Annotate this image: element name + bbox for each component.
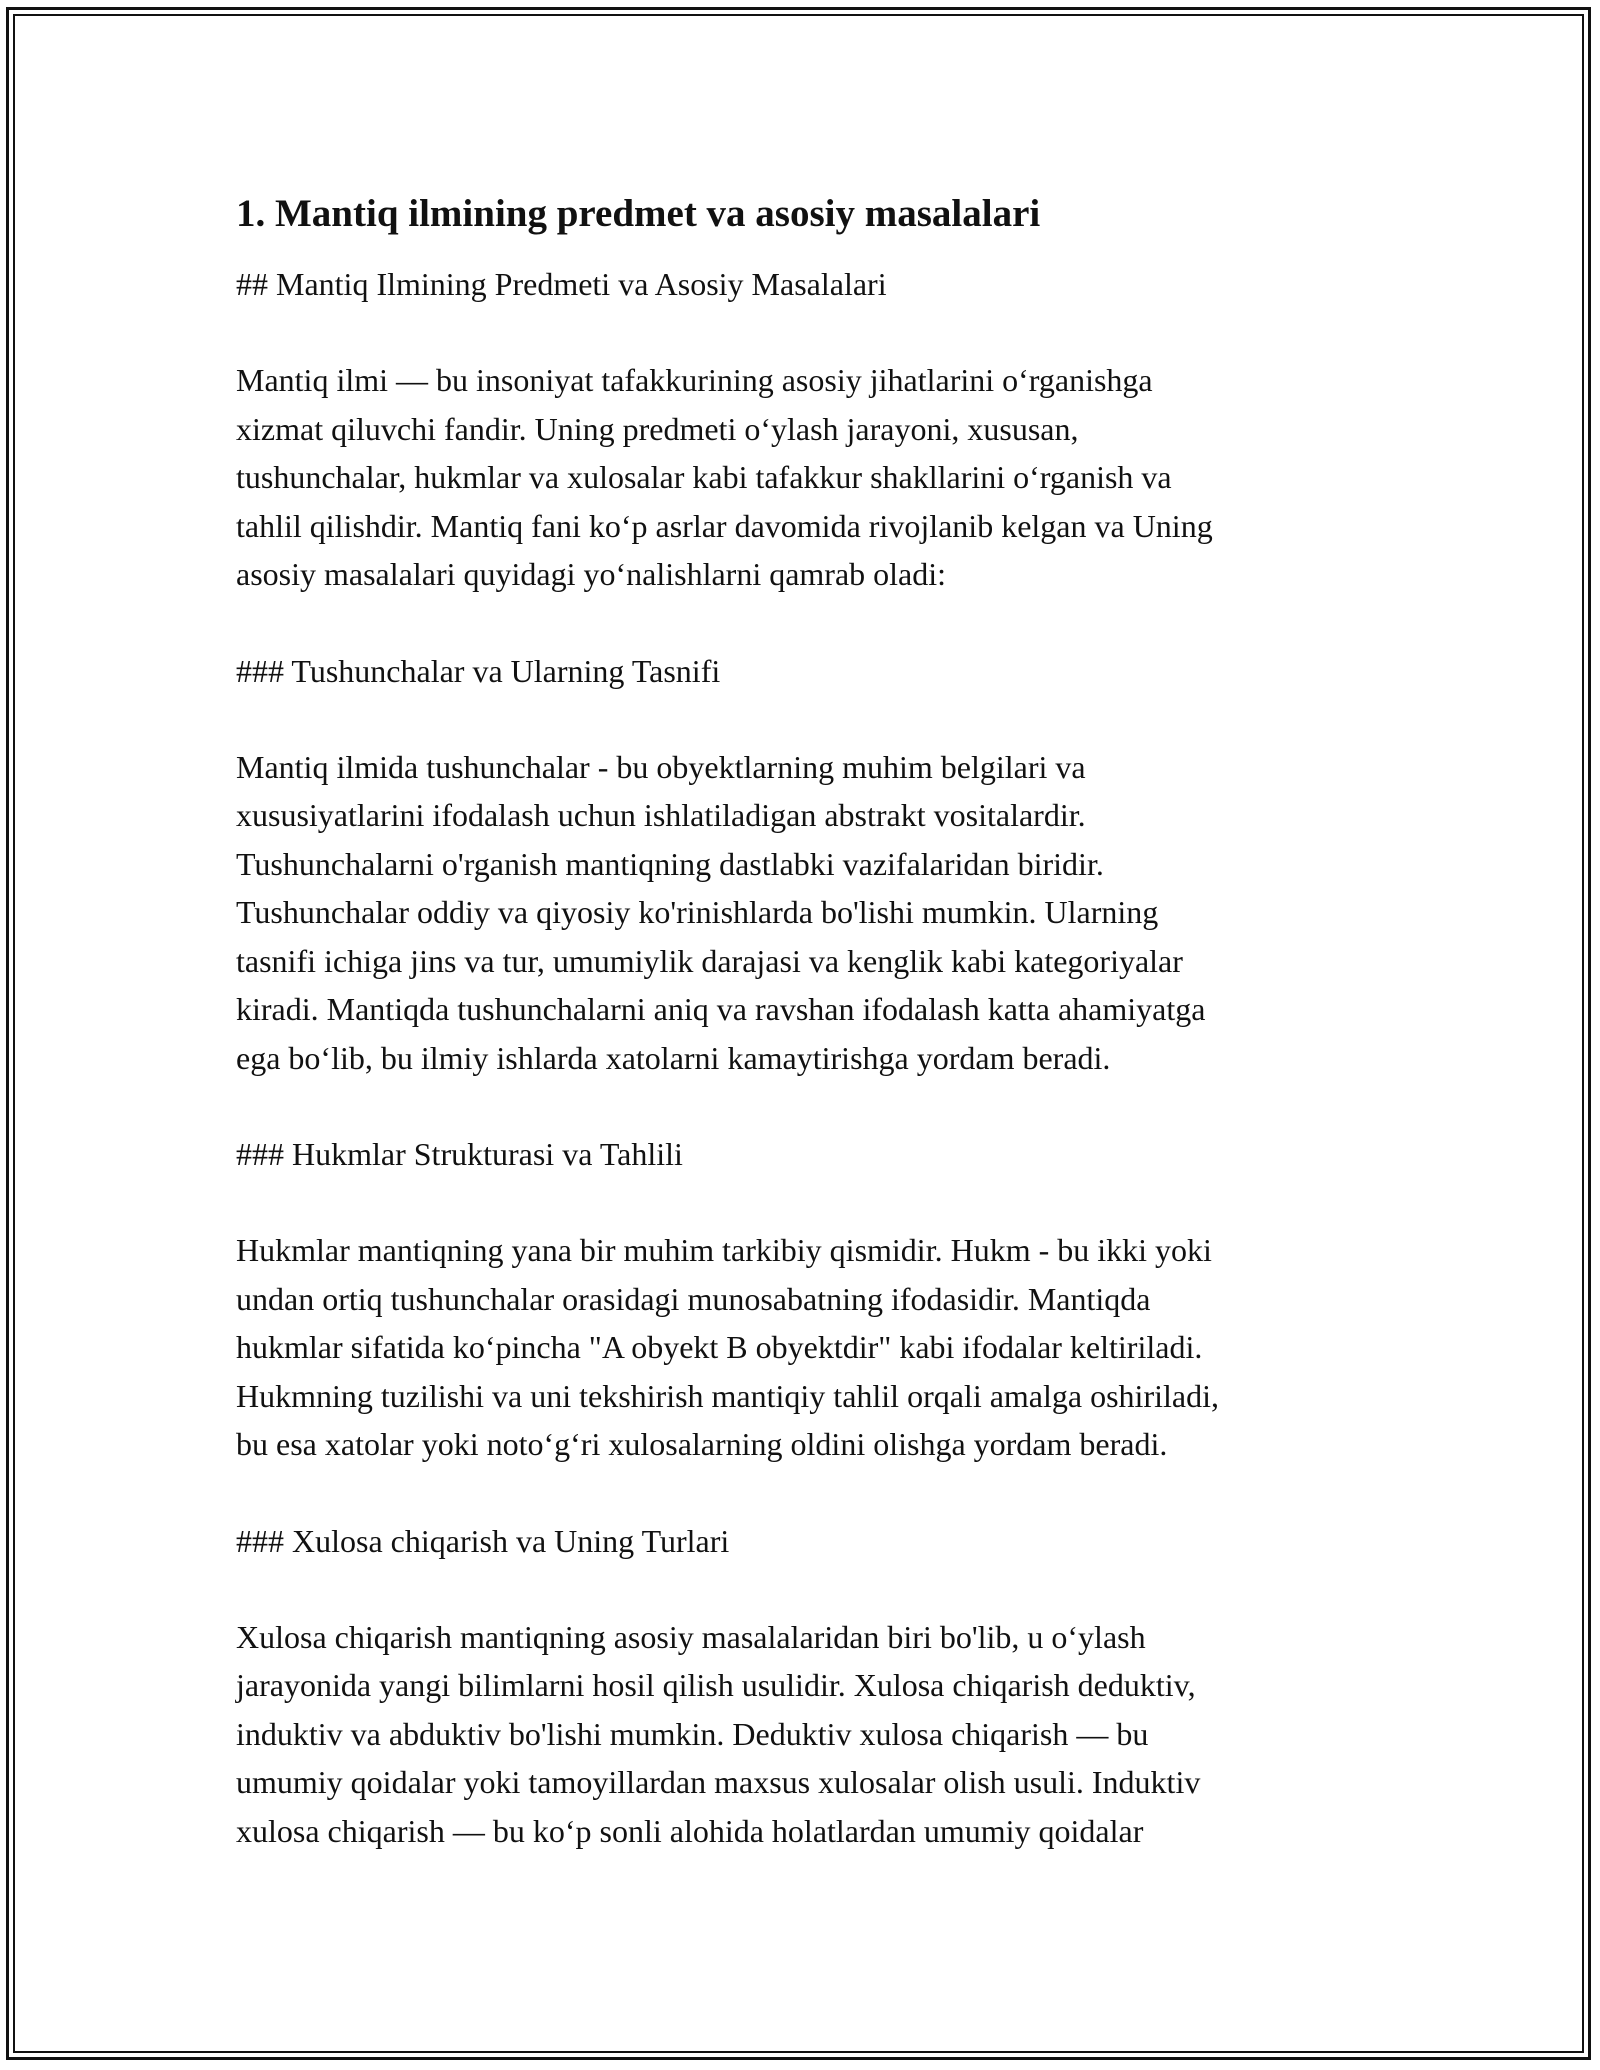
- intro-paragraph: [236, 356, 1376, 599]
- text-line: xususiyatlarini ifodalash uchun ishlatiladigan abstrakt vositalardir.: [236, 797, 1086, 833]
- text-line: induktiv va abduktiv bo'lishi mumkin. Deduktiv xulosa chiqarish — bu: [236, 1715, 1149, 1752]
- section-paragraph-xulosa: [236, 1613, 1376, 1856]
- section-heading-tushunchalar: ### Tushunchalar va Ularning Tasnifi: [236, 652, 721, 689]
- section-paragraph-hukmlar: [236, 1226, 1376, 1469]
- spacer: [236, 599, 1376, 647]
- spacer: [236, 1178, 1376, 1226]
- text-line: hukmlar sifatida koʻpincha "A obyekt B obyektdir" kabi ifodalar keltiriladi.: [236, 1329, 1203, 1365]
- text-line: Mantiq ilmida tushunchalar - bu obyektlarning muhim belgilari va: [236, 748, 1086, 785]
- spacer: [236, 1082, 1376, 1130]
- section-paragraph-tushunchalar: [236, 743, 1376, 1083]
- section-heading-hukmlar: ### Hukmlar Strukturasi va Tahlili: [236, 1136, 683, 1172]
- text-line: undan ortiq tushunchalar orasidagi munosabatning ifodasidir. Mantiqda: [236, 1280, 1151, 1317]
- text-line: tushunchalar, hukmlar va xulosalar kabi tafakkur shakllarini oʻrganish va: [236, 459, 1172, 495]
- spacer: [236, 1565, 1376, 1613]
- document-title: 1. Mantiq ilmining predmet va asosiy masalalari: [236, 192, 1041, 235]
- document-subtitle: ## Mantiq Ilmining Predmeti va Asosiy Masalalari: [236, 266, 887, 302]
- text-line: xizmat qiluvchi fandir. Uning predmeti oʻylash jarayoni, xususan,: [236, 410, 1079, 447]
- text-line: Hukmning tuzilishi va uni tekshirish mantiqiy tahlil orqali amalga oshiriladi,: [236, 1377, 1219, 1414]
- text-line: bu esa xatolar yoki notoʻgʻri xulosalarning oldini olishga yordam beradi.: [236, 1426, 1168, 1462]
- text-line: Tushunchalarni o'rganish mantiqning dastlabki vazifalaridan biridir.: [236, 845, 1104, 882]
- text-line: Xulosa chiqarish mantiqning asosiy masalalaridan biri bo'lib, u oʻylash: [236, 1618, 1146, 1655]
- section-heading-xulosa: ### Xulosa chiqarish va Uning Turlari: [236, 1522, 730, 1559]
- spacer: [236, 1469, 1376, 1517]
- text-line: Mantiq ilmi — bu insoniyat tafakkurining asosiy jihatlarini oʻrganishga: [236, 362, 1153, 398]
- text-line: asosiy masalalari quyidagi yoʻnalishlarni qamrab oladi:: [236, 556, 947, 592]
- text-line: kiradi. Mantiqda tushunchalarni aniq va ravshan ifodalash katta ahamiyatga: [236, 991, 1206, 1027]
- document-body: [236, 188, 1376, 1855]
- text-line: xulosa chiqarish — bu koʻp sonli alohida holatlardan umumiy qoidalar: [236, 1812, 1144, 1849]
- text-line: umumiy qoidalar yoki tamoyillardan maxsus xulosalar olish usuli. Induktiv: [236, 1764, 1201, 1800]
- text-line: tahlil qilishdir. Mantiq fani koʻp asrlar davomida rivojlanib kelgan va Uning: [236, 507, 1213, 544]
- spacer: [236, 308, 1376, 356]
- text-line: tasnifi ichiga jins va tur, umumiylik darajasi va kenglik kabi kategoriyalar: [236, 942, 1183, 979]
- text-line: ega boʻlib, bu ilmiy ishlarda xatolarni kamaytirishga yordam beradi.: [236, 1039, 1111, 1076]
- spacer: [236, 695, 1376, 743]
- text-line: jarayonida yangi bilimlarni hosil qilish usulidir. Xulosa chiqarish deduktiv,: [236, 1667, 1196, 1703]
- text-line: Tushunchalar oddiy va qiyosiy ko'rinishlarda bo'lishi mumkin. Ularning: [236, 894, 1159, 930]
- text-line: Hukmlar mantiqning yana bir muhim tarkibiy qismidir. Hukm - bu ikki yoki: [236, 1232, 1212, 1268]
